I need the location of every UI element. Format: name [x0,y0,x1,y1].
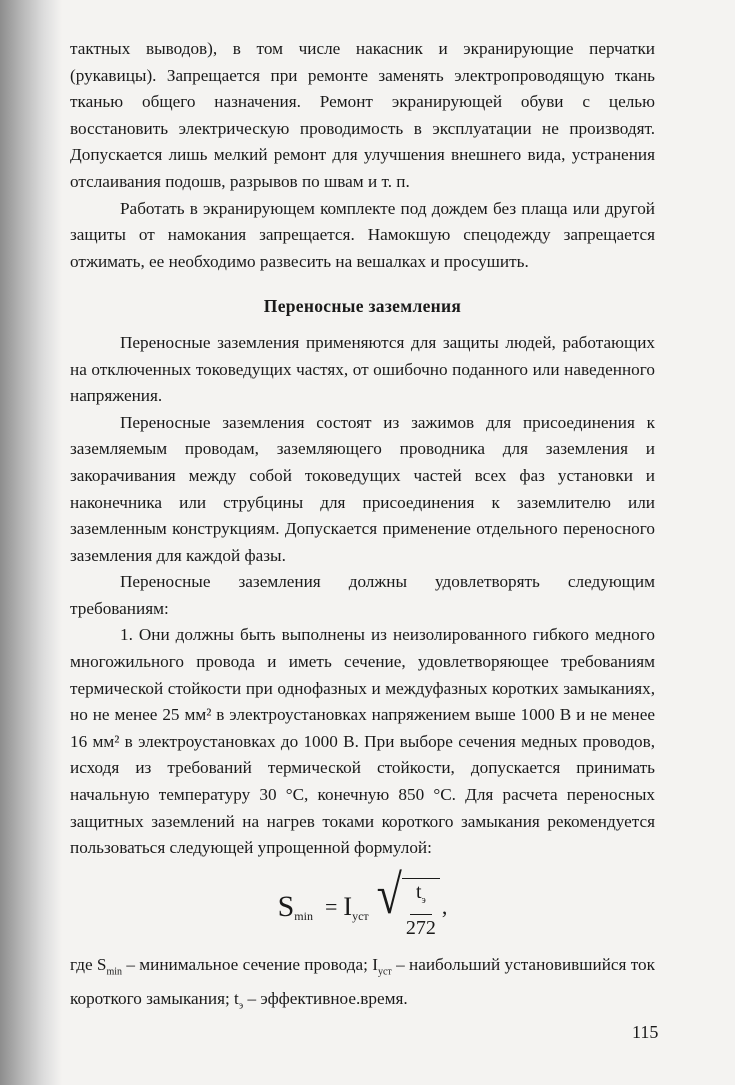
paragraph-purpose: Переносные заземления применяются для защиты людей, работающих на отключенных токоведущих частях, от ошибочно поданного или наведенного напряжения. [70,332,655,406]
page-text [70,36,655,1020]
formula-equals: = [324,893,338,919]
formula [70,864,655,940]
formula-i-sub: уст [352,908,369,923]
formula-denominator: 272 [405,917,436,940]
formula-sqrt [376,864,440,941]
paragraph-continuation: тактных выводов), в том числе накасник и экранирующие перчатки (рукавицы). Запрещается при ремонте заменять электропроводящую ткань тканью общего назначения. Ремонт экранирующей обуви с целью восстановить электрическую проводимость в эксплуатации не производят. Допускается лишь мелкий ремонт для улучшения внешнего вида, устранения отслаивания подошв, разрывов по швам и т. п. [70,39,655,191]
paragraph-requirements-intro: Переносные заземления должны удовлетворять следующим требованиям: [70,572,655,618]
binding-shadow [0,0,62,1085]
formula-numerator [410,879,432,915]
formula-legend [70,952,655,1020]
legend-s: где S [70,954,107,974]
page-number: 115 [632,1022,659,1042]
legend-s-text: – минимальное сечение провода; I [122,954,378,974]
section-heading: Переносные заземления [263,296,462,317]
formula-t: t [415,881,422,904]
legend-t-text: – эффективное.время. [243,988,408,1008]
legend-i-sub: уст [377,966,392,978]
paragraph-rain-warning: Работать в экранирующем комплекте под дождем без плаща или другой защиты от намокания запрещается. Намокшую спецодежду запрещается отжимать, ее необходимо развесить на вешалках и просушить. [70,198,655,271]
paragraph-requirement-1: 1. Они должны быть выполнены из неизолированного гибкого медного многожильного провода и иметь сечение, удовлетворяющее требованиям термической стойкости при однофазных и междуфазных коротких замыканиях, но не менее 25 мм² в электроустановках напряжением выше 1000 В и не менее 16 мм² в электроустановках до 1000 В. При выборе сечения медных проводов, исходя из требований термической стойкости, допускается принимать начальную температуру 30 °С, конечную 850 °С. Для расчета переносных защитных заземлений на нагрев токами короткого замыкания рекомендуется пользоваться следующей упрощенной формулой: [70,625,655,858]
formula-s: S [277,889,295,923]
formula-fraction [402,878,440,941]
formula-t-sub: э [421,895,426,907]
formula-i: I [343,891,353,921]
legend-t-sub: э [238,1000,244,1012]
sqrt-icon: √ [376,864,402,926]
paragraph-composition: Переносные заземления состоят из зажимов для присоединения к заземляемым проводам, заземляющего проводника для заземления и закорачивания между собой токоведущих частей всех фаз установки и наконечника или струбцины для присоединения к заземлителю или заземленным конструкциям. Допускается применение отдельного переносного заземления для каждой фазы. [70,412,655,565]
legend-i-text: – наибольший установившийся ток короткого замыкания; t [70,954,655,1008]
formula-s-sub: min [294,908,313,923]
formula-comma: , [441,893,448,919]
legend-s-sub: min [106,966,123,978]
